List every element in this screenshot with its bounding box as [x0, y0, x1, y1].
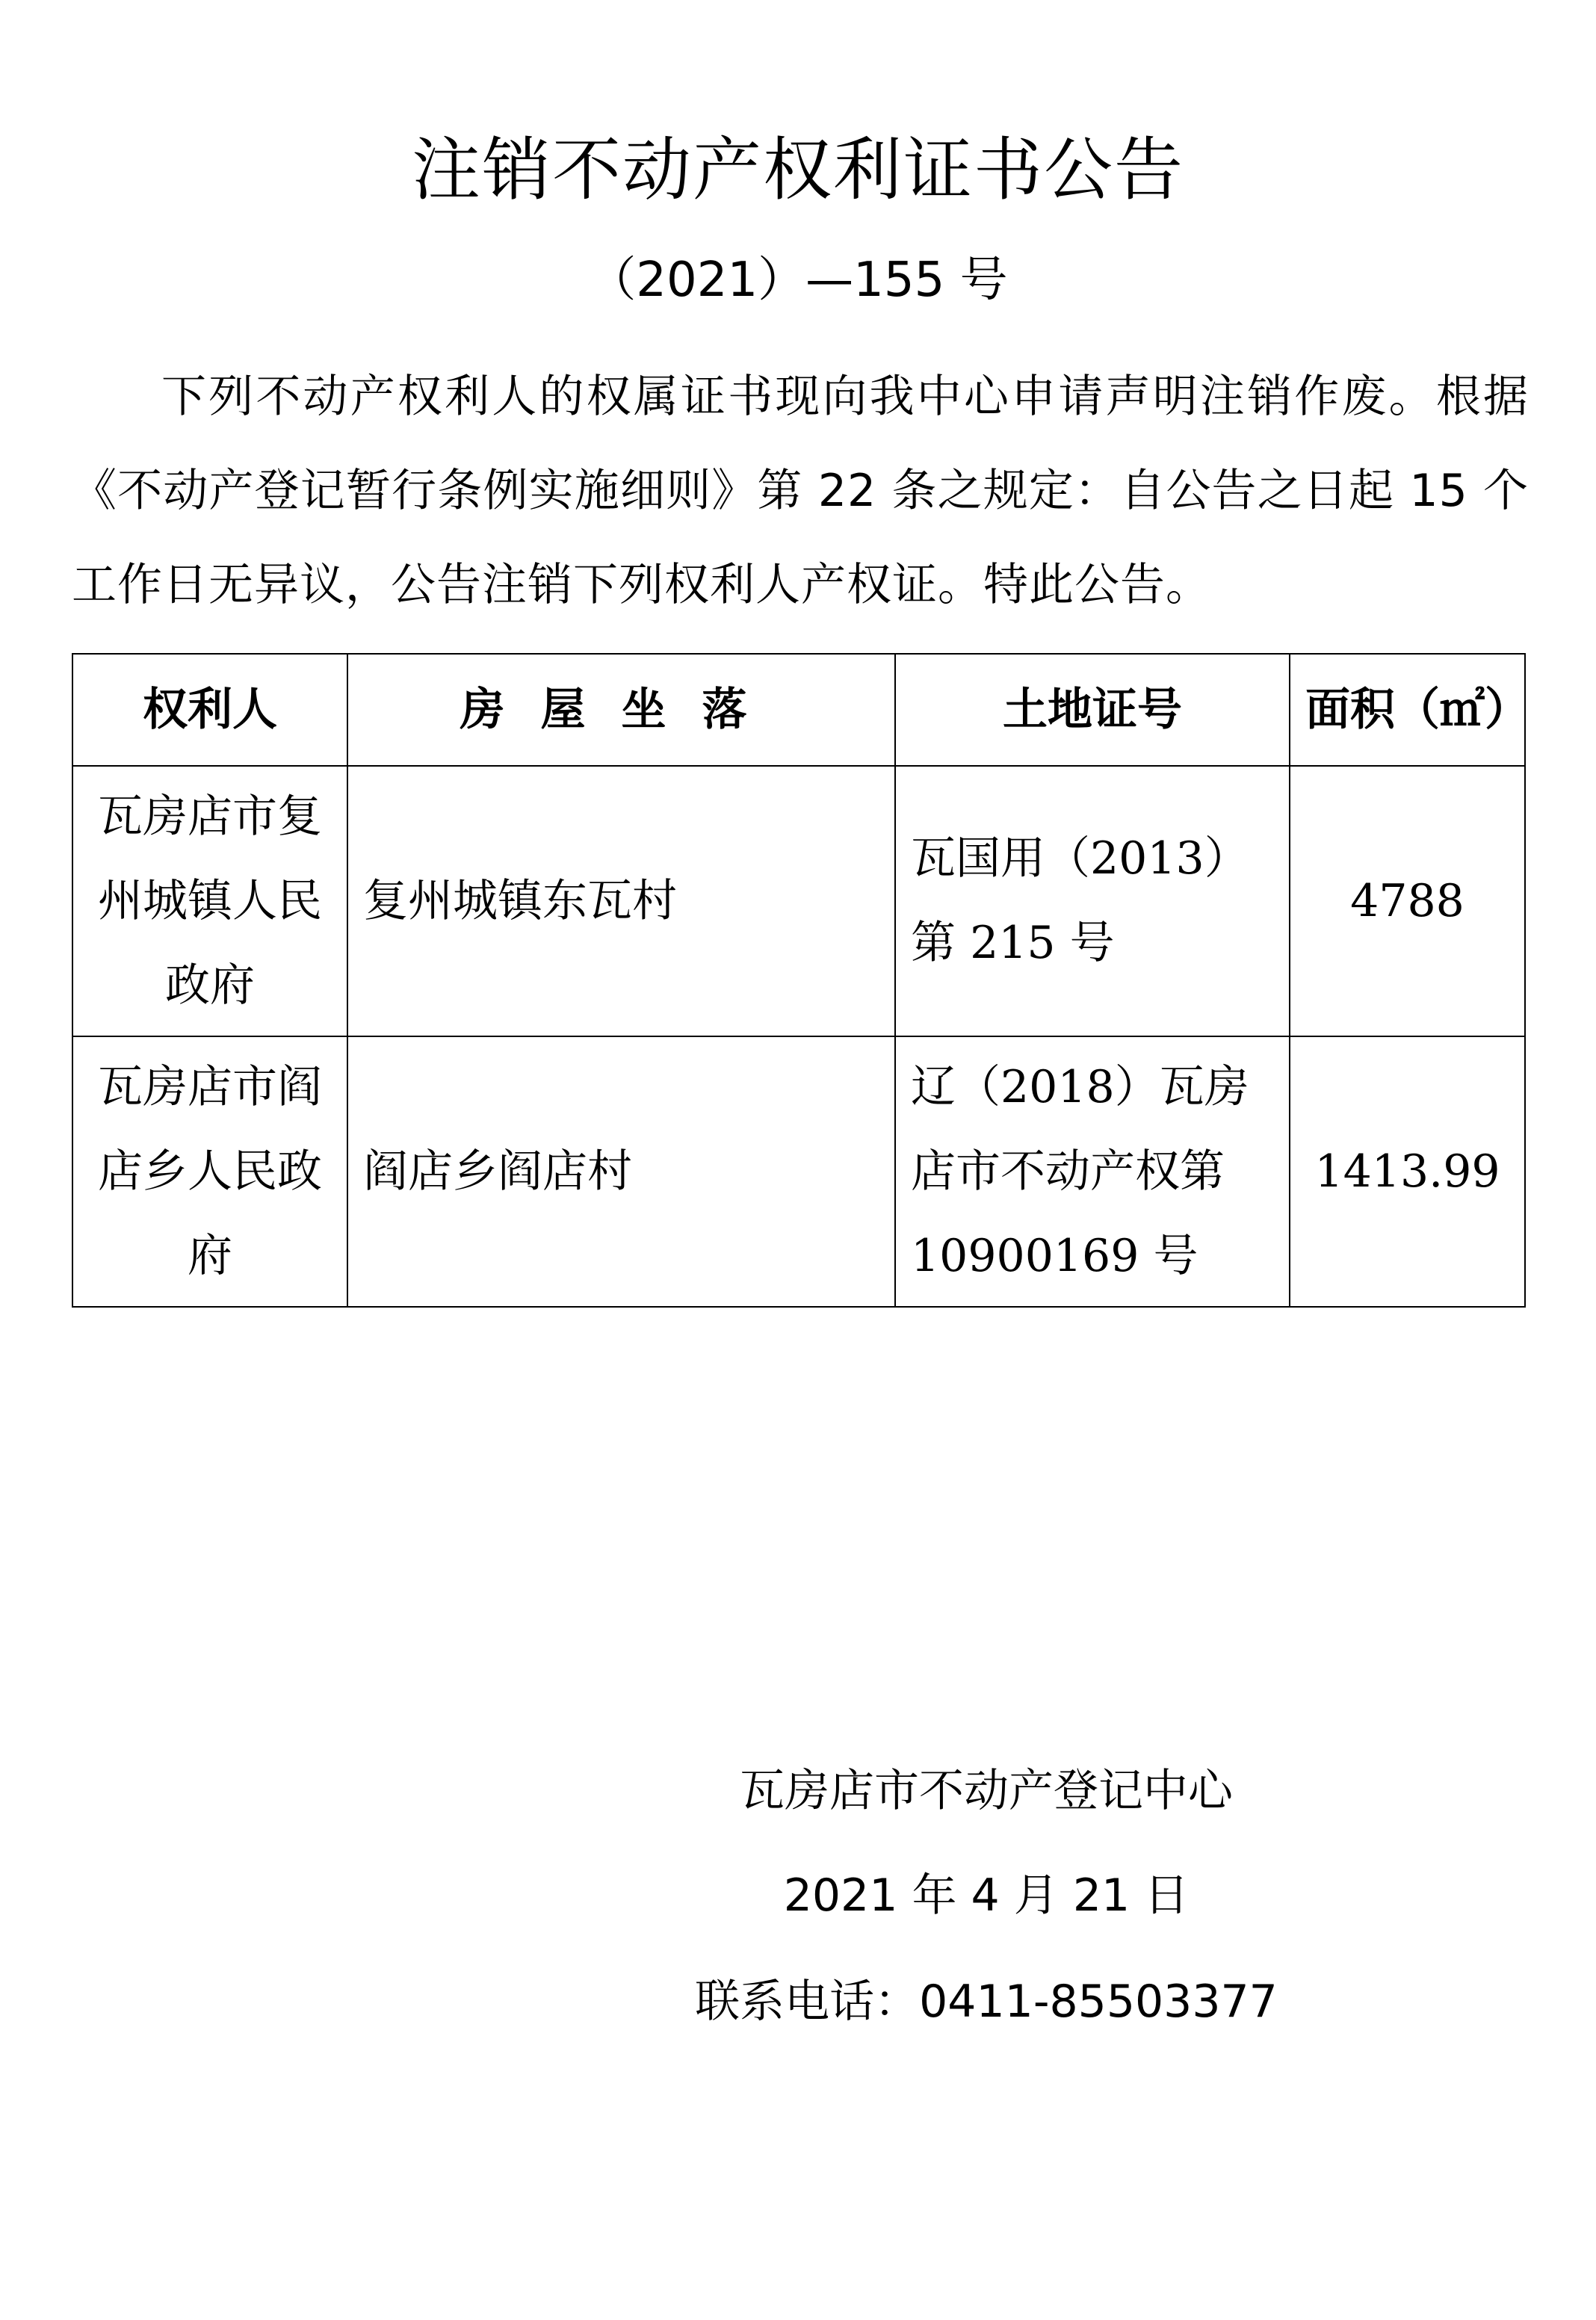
- issuing-organization: 瓦房店市不动产登记中心: [740, 1765, 1233, 1817]
- notice-body: 下列不动产权利人的权属证书现向我中心申请声明注销作废。根据《不动产登记暂行条例实施细则》第 22 条之规定：自公告之日起 15 个工作日无异议，公告注销下列权利人产权证。特此公告。: [72, 371, 1529, 611]
- records-table: [72, 653, 1530, 1308]
- header-location: 房屋坐落: [347, 654, 895, 766]
- cell-holder: 瓦房店市复州城镇人民政府: [72, 766, 347, 1036]
- header-certificate: 土地证号: [895, 654, 1290, 766]
- cell-area: 4788: [1290, 766, 1525, 1036]
- cell-location: 阎店乡阎店村: [347, 1036, 895, 1307]
- notice-title: 注销不动产权利证书公告: [411, 130, 1184, 210]
- cell-certificate: 瓦国用（2013）第 215 号: [895, 766, 1290, 1036]
- issue-date: 2021 年 4 月 21 日: [783, 1869, 1190, 1922]
- cell-holder: 瓦房店市阎店乡人民政府: [72, 1036, 347, 1307]
- notice-number: （2021）—155 号: [588, 253, 1008, 308]
- contact-phone: 联系电话：0411-85503377: [695, 1976, 1278, 2028]
- cell-location: 复州城镇东瓦村: [347, 766, 895, 1036]
- cell-area: 1413.99: [1290, 1036, 1525, 1307]
- header-holder: 权利人: [72, 654, 347, 766]
- header-area: 面积（㎡）: [1290, 654, 1525, 766]
- table-row: [72, 766, 1525, 1036]
- cell-certificate: 辽（2018）瓦房店市不动产权第10900169 号: [895, 1036, 1290, 1307]
- table-header-row: [72, 654, 1525, 766]
- table-row: [72, 1036, 1525, 1307]
